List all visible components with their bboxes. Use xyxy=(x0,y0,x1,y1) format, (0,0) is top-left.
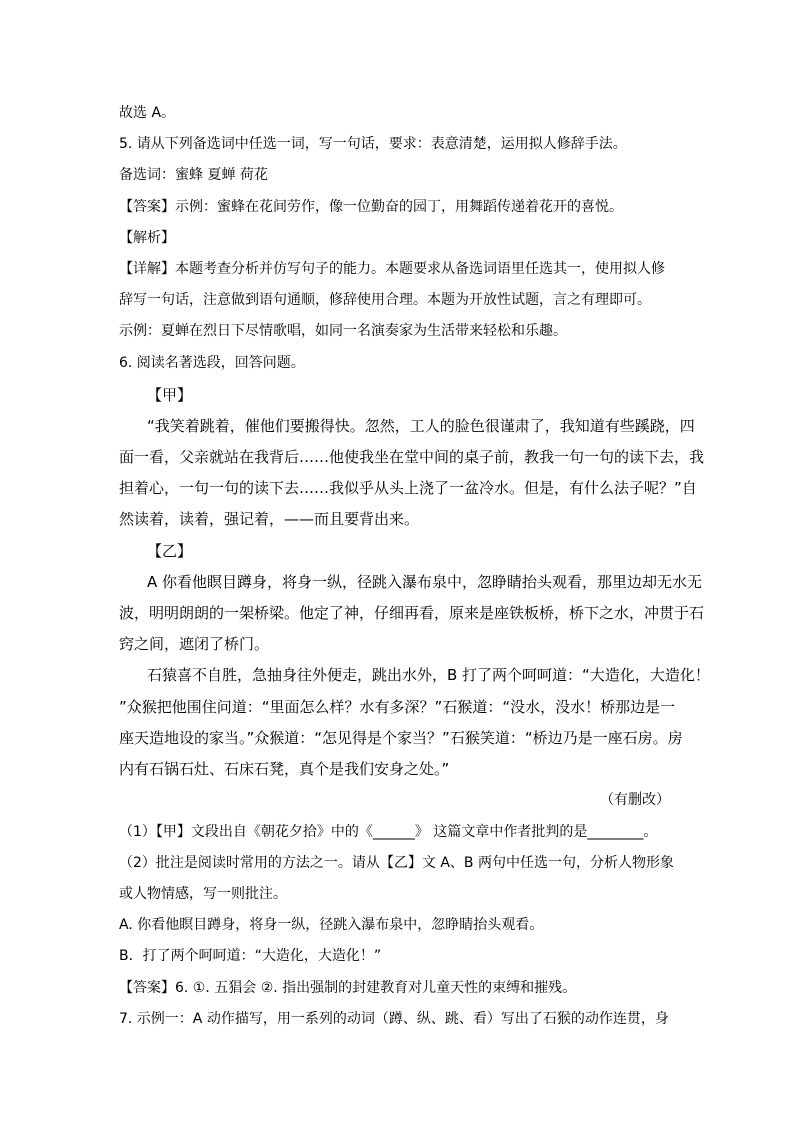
subquestion-2: （2）批注是阅读时常用的方法之一。请从【乙】文 A、B 两句中任选一句，分析人物形象 xyxy=(119,855,674,871)
source-note: （有删改） xyxy=(600,792,670,808)
option-a: A. 你看他瞑目蹲身，将身一纵，径跳入瀑布泉中，忽睁睛抬头观看。 xyxy=(119,917,544,933)
answer-5: 【答案】示例：蜜蜂在花间劳作，像一位勤奋的园丁，用舞蹈传递着花开的喜悦。 xyxy=(119,199,623,215)
passage-line: 然读着，读着，强记着，——而且要背出来。 xyxy=(119,510,420,528)
passage-line: 面一看，父亲就站在我背后……他使我坐在堂中间的桌子前，教我一句一句的读下去，我 xyxy=(119,448,705,466)
text-line: 示例：夏蝉在烈日下尽情歌唱，如同一名演奏家为生活带来轻松和乐趣。 xyxy=(119,323,567,339)
text-line: 【详解】本题考查分析并仿写句子的能力。本题要求从备选词语里任选其一，使用拟人修 xyxy=(119,261,665,277)
passage-line: 窍之间，遮闭了桥门。 xyxy=(119,635,270,653)
text-line: 或人物情感，写一则批注。 xyxy=(119,886,287,902)
option-b: B．打了两个呵呵道：“大造化，大造化！” xyxy=(119,948,382,964)
question-6: 6. 阅读名著选段，回答问题。 xyxy=(119,355,305,371)
passage-line: ”众猴把他围住问道：“里面怎么样？水有多深？”石猴道：“没水，没水！桥那边是一 xyxy=(119,698,676,716)
passage-yi-heading: 【乙】 xyxy=(147,542,193,560)
passage-line: 石猿喜不自胜，急抽身往外便走，跳出水外，B 打了两个呵呵道：“大造化，大造化！ xyxy=(147,666,710,684)
answer-6: 【答案】6. ①. 五猖会 ②. 指出强制的封建教育对儿童天性的束缚和摧残。 xyxy=(119,980,577,996)
question-5: 5. 请从下列备选词中任选一词，写一句话，要求：表意清楚，运用拟人修辞手法。 xyxy=(119,136,627,152)
passage-line: A 你看他瞑目蹲身，将身一纵，径跳入瀑布泉中，忽睁睛抬头观看，那里边却无水无 xyxy=(147,573,703,591)
subquestion-1: （1）【甲】文段出自《朝花夕拾》中的《______》 这篇文章中作者批判的是________。 xyxy=(119,824,658,840)
passage-line: “我笑着跳着，催他们要搬得快。忽然，工人的脸色很谨肃了，我知道有些蹊跷，四 xyxy=(147,417,695,435)
passage-line: 波，明明朗朗的一架桥梁。他定了神，仔细再看，原来是座铁板桥，桥下之水，冲贯于石 xyxy=(119,604,705,622)
passage-jia-heading: 【甲】 xyxy=(147,386,193,404)
text-line: 故选 A。 xyxy=(119,105,176,121)
passage-line: 内有石锅石灶、石床石凳，真个是我们安身之处。” xyxy=(119,760,450,778)
text-line: 辞写一句话，注意做到语句通顺，修辞使用合理。本题为开放性试题，言之有理即可。 xyxy=(119,292,651,308)
answer-7: 7. 示例一：A 动作描写，用一系列的动词（蹲、纵、跳、看）写出了石猴的动作连贯，身 xyxy=(119,1011,669,1027)
passage-line: 座天造地设的家当。”众猴道：“怎见得是个家当？”石猴笑道：“桥边乃是一座石房。房 xyxy=(119,729,683,747)
analysis-heading: 【解析】 xyxy=(119,230,175,246)
candidate-words: 备选词：蜜蜂 夏蝉 荷花 xyxy=(119,167,268,183)
passage-line: 担着心，一句一句的读下去……我似乎从头上浇了一盆冷水。但是，有什么法子呢？”自 xyxy=(119,479,697,497)
